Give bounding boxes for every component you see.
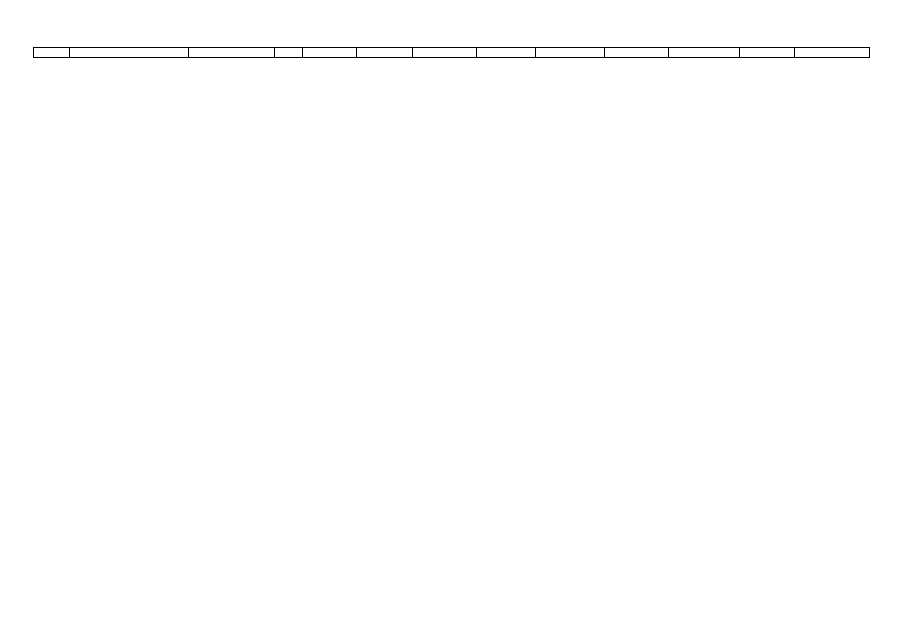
budget-table bbox=[33, 47, 870, 58]
column-number bbox=[795, 48, 870, 58]
column-number bbox=[477, 48, 536, 58]
column-number bbox=[303, 48, 357, 58]
column-number bbox=[34, 48, 70, 58]
column-number bbox=[605, 48, 669, 58]
column-number bbox=[275, 48, 303, 58]
column-number bbox=[189, 48, 275, 58]
column-number-row bbox=[34, 48, 870, 58]
column-number bbox=[70, 48, 189, 58]
column-number bbox=[413, 48, 477, 58]
column-number bbox=[669, 48, 740, 58]
column-number bbox=[536, 48, 605, 58]
column-number bbox=[357, 48, 413, 58]
column-number bbox=[740, 48, 795, 58]
